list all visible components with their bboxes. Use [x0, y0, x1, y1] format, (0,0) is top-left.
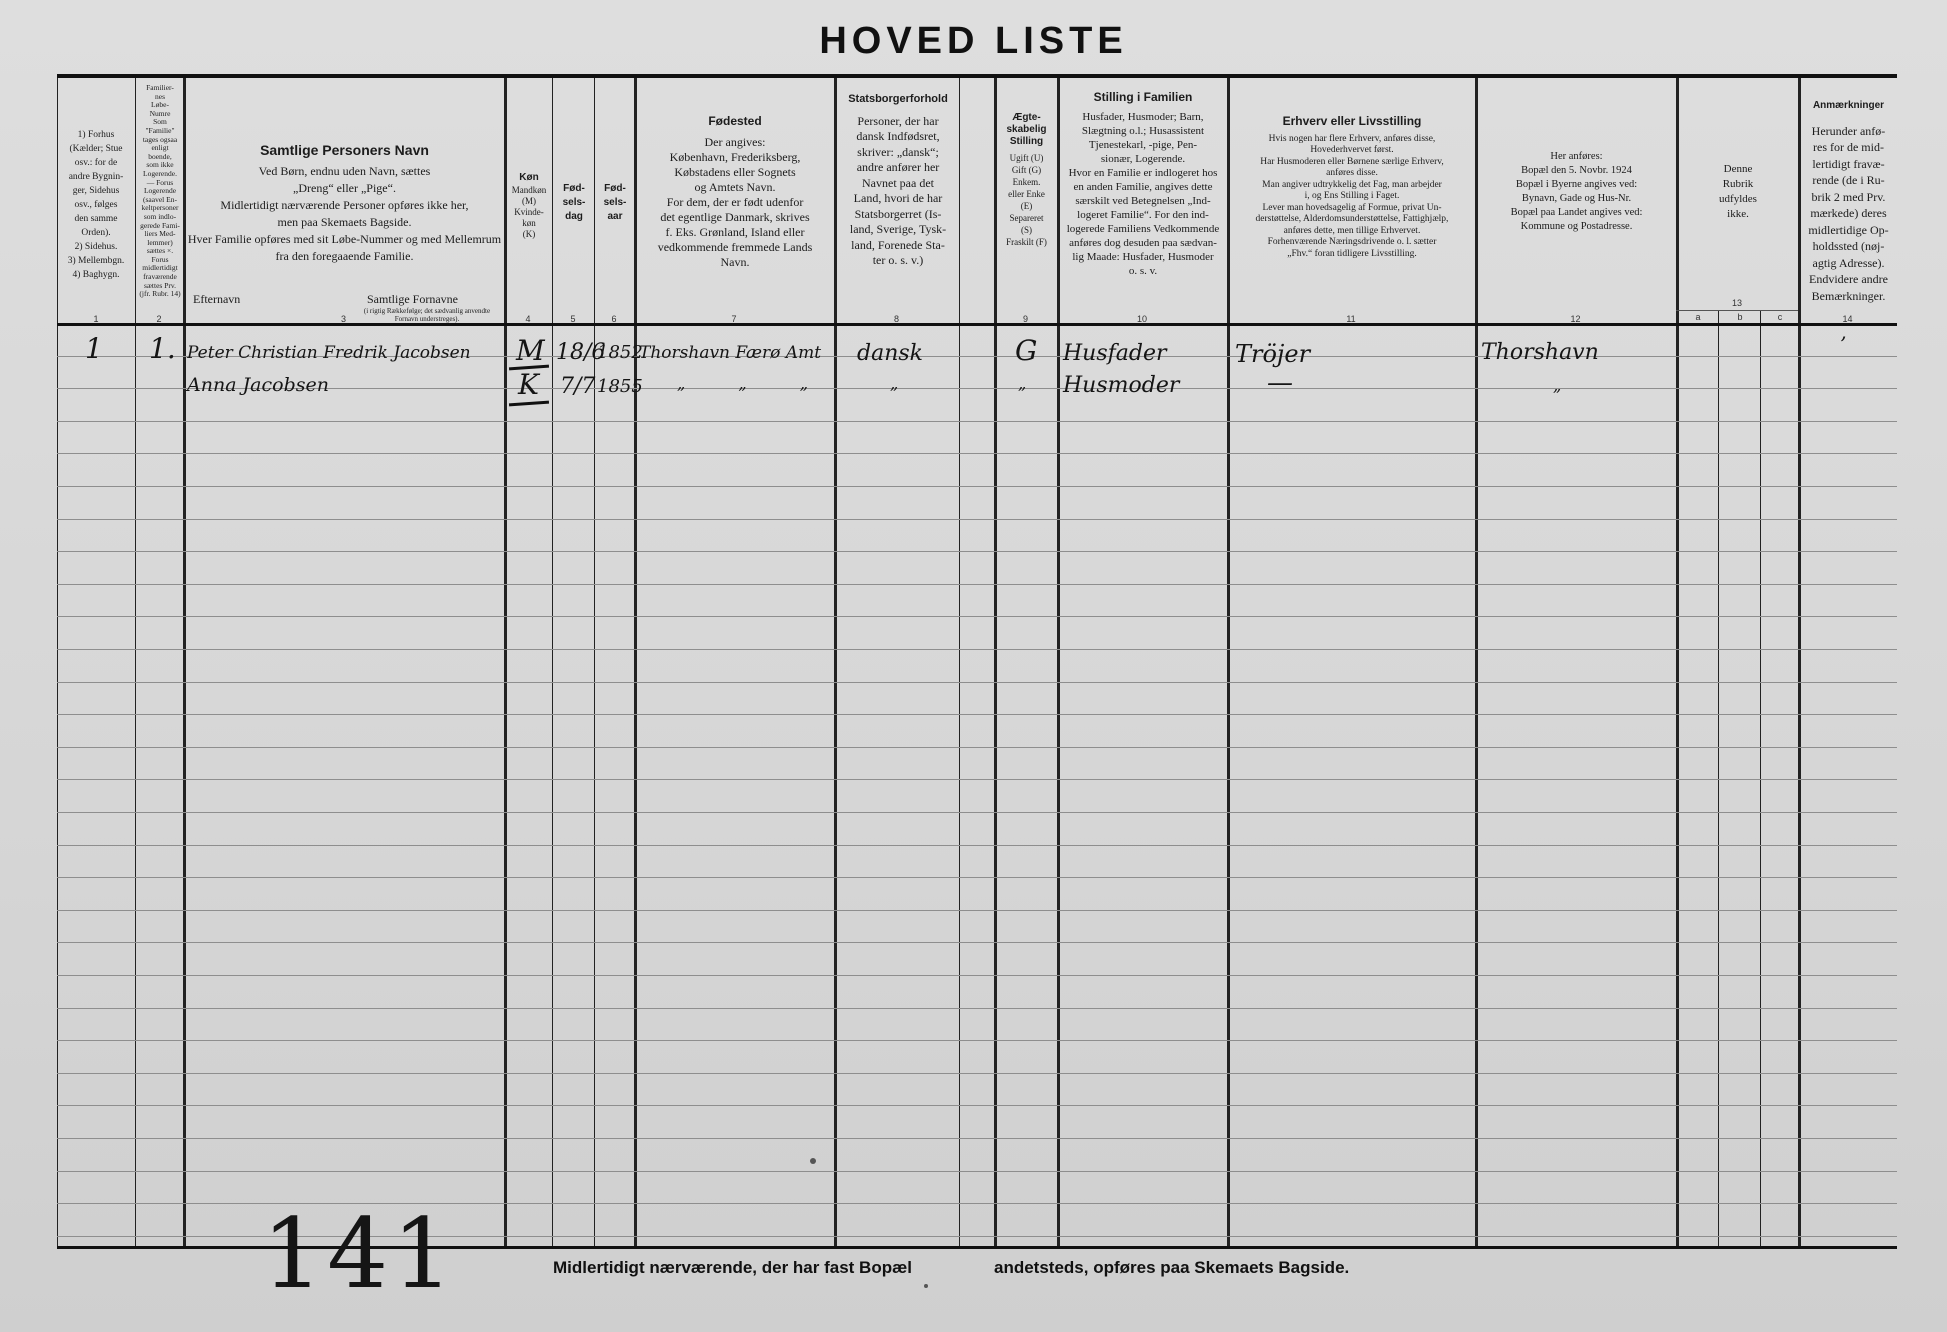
header-text-line: Herunder anfø- — [1811, 123, 1886, 138]
header-text-line: „Dreng“ eller „Pige“. — [293, 181, 396, 195]
header-col12 — [1477, 84, 1676, 234]
header-text-line: Kommune og Postadresse. — [1520, 221, 1633, 232]
header-text-line: lertidigt fravæ- — [1812, 156, 1885, 171]
entry2-residence: „ — [1553, 376, 1562, 395]
remarks-mark: ’ — [1840, 332, 1847, 356]
header-text-line: agtig Adresse). — [1812, 255, 1885, 270]
column-border — [504, 78, 507, 1246]
header-col6-line3: aar — [607, 211, 623, 222]
ruled-line — [57, 942, 1897, 943]
entry2-sex: K — [518, 368, 539, 401]
header-col9 — [996, 84, 1057, 248]
column-number: 1 — [93, 314, 99, 324]
header-text-line: lig Maade: Husfader, Husmoder — [1072, 251, 1214, 263]
header-text-line: Bopæl paa Landet angives ved: — [1510, 207, 1643, 218]
header-col6 — [596, 84, 634, 224]
header-text-line: ikke. — [1727, 208, 1749, 220]
header-text-line: Bopæl i Byerne angives ved: — [1515, 179, 1638, 190]
header-text-line: Enkem. — [1012, 177, 1041, 187]
ruled-line — [57, 421, 1897, 422]
header-text-line: anføres dette, men tillige Erhvervet. — [1283, 225, 1421, 236]
header-text-line: Hvis nogen har flere Erhverv, anføres disse, — [1268, 133, 1436, 144]
ruled-line — [57, 453, 1897, 454]
ruled-line — [57, 388, 1897, 389]
header-text-line: Tjenestekarl, -pige, Pen- — [1088, 139, 1198, 151]
header-col4 — [506, 84, 552, 240]
entry2-birthday: 7/7 — [560, 374, 596, 399]
header-text-line: sættes Prv. — [143, 280, 177, 290]
header-text-line: særskilt ved Betegnelsen „Ind- — [1075, 195, 1211, 207]
header-text-line: Her anføres: — [1550, 151, 1603, 162]
header-text-line: Ugift (U) — [1009, 153, 1044, 163]
header-text-line: Kvinde- — [514, 207, 544, 217]
header-text-line: Lever man hovedsagelig af Formue, privat Un- — [1262, 202, 1442, 213]
header-col13c: c — [1777, 312, 1783, 322]
header-text-line: fraværende — [143, 272, 177, 282]
header-text-line: (Kælder; Stue — [69, 144, 123, 154]
header-text-line: eller Enke — [1008, 189, 1045, 199]
header-text-line: Gift (G) — [1011, 165, 1042, 175]
header-text-line: Forhenværende Næringsdrivende o. l. sætter — [1267, 237, 1437, 247]
header-text-line: res for de mid- — [1813, 140, 1884, 154]
entry1-citizenship: dansk — [857, 341, 923, 366]
ruled-line — [57, 551, 1897, 552]
header-text-line: Logerende — [143, 186, 177, 196]
column-number: 6 — [611, 314, 617, 324]
column-number: 12 — [1570, 314, 1581, 324]
header-text-line: Land, hvori de har — [853, 191, 943, 205]
header-col7 — [637, 84, 833, 270]
header-col6-line1: Fød- — [604, 183, 626, 194]
ruled-line — [57, 1138, 1897, 1139]
column-number: 11 — [1346, 314, 1356, 324]
column-border — [552, 78, 553, 1246]
column-number: 4 — [525, 314, 531, 324]
header-text-line: det egentlige Danmark, skrives — [660, 210, 810, 224]
entry1-residence: Thorshavn — [1481, 340, 1599, 365]
header-text-line: „Fhv.“ foran tidligere Livsstilling. — [1287, 248, 1417, 259]
header-text-line: osv.: for de — [74, 158, 118, 168]
header-text-line: tages ogsaa — [142, 134, 178, 144]
header-text-line: (jfr. Rubr. 14) — [139, 289, 181, 299]
header-col6-line2: sels- — [603, 197, 627, 208]
header-text-line: logerede Familiens Vedkommende — [1066, 223, 1220, 235]
header-text-line: den samme — [74, 214, 118, 224]
header-text-line: land, Sverige, Tysk- — [849, 222, 947, 236]
header-text-line: Bopæl den 5. Novbr. 1924 — [1521, 165, 1632, 176]
ruled-line — [57, 1171, 1897, 1172]
ruled-line — [57, 1073, 1897, 1074]
header-text-line: Løbe- — [151, 100, 169, 110]
header-col5 — [554, 84, 594, 224]
column-border — [183, 78, 186, 1246]
header-bottom-rule — [57, 323, 1897, 326]
header-text-line: For dem, der er født udenfor — [666, 195, 804, 209]
header-text-line: Rubrik — [1722, 178, 1754, 190]
header-col13b: b — [1737, 312, 1743, 322]
header-text-line: Husfader, Husmoder; Barn, — [1082, 111, 1204, 123]
header-text-line: Familier- — [146, 84, 174, 92]
ruled-line — [57, 1105, 1897, 1106]
header-text-line: andre Bygnin- — [68, 172, 124, 182]
header-text-line: 1) Forhus — [77, 130, 115, 140]
page-title: HOVED LISTE — [819, 20, 1128, 62]
header-text-line: osv., følges — [74, 200, 118, 210]
header-text-line: nes — [155, 91, 165, 101]
header-text-line: Mandkøn — [511, 185, 547, 195]
header-col14 — [1800, 84, 1897, 304]
header-text-line: midlertidigt — [142, 263, 178, 273]
header-col1 — [59, 128, 133, 282]
header-text-line: udfyldes — [1719, 193, 1757, 205]
column-number: 7 — [731, 314, 737, 324]
entry2-name: Anna Jacobsen — [187, 374, 329, 396]
header-text-line: keltpersoner — [141, 203, 179, 213]
ruled-line — [57, 682, 1897, 683]
entry1-family-number: 1. — [149, 332, 176, 365]
column-number: 9 — [1022, 314, 1028, 324]
header-text-line: anføres disse. — [1326, 168, 1378, 178]
ruled-line — [57, 845, 1897, 846]
header-col11-title: Erhverv eller Livsstilling — [1282, 114, 1422, 128]
header-text-line: Navnet paa det — [862, 175, 934, 190]
header-text-line: Der angives: — [704, 135, 766, 149]
header-col3-firstnames-note: (i rigtig Rækkefølge; det sædvanlig anvendte Fornavn understreges). — [363, 307, 491, 323]
header-text-line: liers Med- — [144, 229, 176, 239]
ruled-line — [57, 649, 1897, 650]
footer-note-right: andetsteds, opføres paa Skemaets Bagside. — [994, 1258, 1350, 1277]
header-col5-line2: sels- — [562, 197, 586, 208]
header-text-line: andre anfører her — [856, 160, 940, 174]
header-col9-line2: skabelig — [1006, 124, 1047, 135]
header-text-line: holdssted (nøj- — [1812, 239, 1885, 253]
header-text-line: Hvor en Familie er indlogeret hos — [1068, 167, 1218, 179]
header-text-line: (M) — [522, 196, 536, 206]
ruled-line — [57, 584, 1897, 585]
column-number: 5 — [570, 314, 576, 324]
header-col3-surname: Efternavn — [193, 292, 241, 306]
header-text-line: midlertidige Op- — [1808, 222, 1889, 237]
entry2-birthyear: 1855 — [597, 376, 643, 397]
header-text-line: f. Eks. Grønland, Island eller — [665, 225, 805, 239]
ruled-line — [57, 747, 1897, 748]
header-text-line: som indlo- — [143, 211, 177, 221]
header-text-line: 3) Mellembgn. — [67, 256, 125, 266]
header-text-line: Bemærkninger. — [1811, 288, 1886, 303]
paper-speck — [810, 1158, 816, 1164]
column-border — [57, 78, 58, 1246]
header-text-line: 4) Baghygn. — [72, 270, 120, 280]
header-text-line: en anden Familie, angives dette — [1073, 181, 1213, 193]
header-text-line: vedkommende fremmede Lands — [657, 240, 813, 254]
column-number: 13 — [1731, 298, 1742, 308]
ruled-line — [57, 1008, 1897, 1009]
header-text-line: Slægtning o.l.; Husassistent — [1081, 125, 1205, 137]
ruled-line — [57, 812, 1897, 813]
census-form-table — [57, 74, 1897, 1249]
ruled-line — [57, 779, 1897, 780]
entry1-marital-status: G — [1015, 334, 1038, 367]
header-text-line: og Amtets Navn. — [694, 180, 776, 194]
header-col13a: a — [1695, 312, 1701, 322]
header-text-line: land, Forenede Sta- — [851, 237, 945, 252]
header-text-line: boende, — [148, 151, 172, 161]
page-number-handwritten: 141 — [262, 1198, 458, 1310]
header-text-line: Orden). — [81, 228, 111, 238]
header-text-line: Statsborgerret (Is- — [854, 206, 942, 221]
ruled-line — [57, 877, 1897, 878]
header-col8-title: Statsborgerforhold — [848, 93, 948, 105]
header-text-line: Endvidere andre — [1809, 272, 1888, 286]
ruled-line — [57, 486, 1897, 487]
header-col4-title: Køn — [519, 172, 539, 183]
header-text-line: Har Husmoderen eller Børnene særlige Erhverv, — [1260, 156, 1444, 167]
footer-note-left: Midlertidigt nærværende, der har fast Bopæl — [553, 1258, 912, 1277]
header-text-line: som ikke — [146, 160, 174, 170]
header-text-line: Midlertidigt nærværende Personer opføres ikke her, — [220, 198, 469, 212]
column-border — [1475, 78, 1478, 1246]
column-number: 3 — [340, 314, 346, 324]
header-col13 — [1678, 84, 1798, 222]
header-col11 — [1229, 84, 1475, 260]
header-text-line: ger, Sidehus — [72, 186, 120, 196]
header-text-line: derstøttelse, Alderdomsunderstøttelse, Fattighjælp, — [1255, 214, 1449, 224]
entry2-birthplace: „ „ „ — [677, 374, 833, 393]
header-text-line: (saavel En- — [143, 194, 177, 204]
entry1-name: Peter Christian Fredrik Jacobsen — [187, 343, 471, 363]
header-text-line: Denne — [1723, 163, 1753, 175]
header-col14-title: Anmærkninger — [1812, 100, 1885, 111]
entry1-birthyear: 1852 — [597, 342, 643, 363]
column-border — [594, 78, 595, 1246]
sex-underline — [509, 401, 549, 407]
ruled-line — [57, 714, 1897, 715]
header-text-line: sionær, Logerende. — [1100, 153, 1186, 165]
column-number: 14 — [1842, 314, 1853, 324]
entry1-birthplace: Thorshavn Færø Amt — [639, 343, 822, 363]
column-number: 8 — [893, 314, 899, 324]
header-col3-title: Samtlige Personers Navn — [260, 142, 429, 158]
header-text-line: fra den foregaaende Familie. — [275, 249, 414, 263]
header-text-line: Købstadens eller Sognets — [674, 165, 796, 179]
header-col8 — [837, 84, 959, 269]
header-text-line: Personer, der har — [857, 113, 939, 128]
header-text-line: mærkede) deres — [1810, 206, 1887, 220]
entry2-family-role: Husmoder — [1063, 373, 1180, 398]
header-col9-line1: Ægte- — [1012, 112, 1041, 123]
header-text-line: Hovederhvervet først. — [1310, 145, 1394, 155]
header-text-line: o. s. v. — [1128, 265, 1158, 277]
header-text-line: (K) — [522, 229, 536, 239]
header-text-line: lemmer) — [147, 237, 173, 247]
ruled-line — [57, 1040, 1897, 1041]
header-text-line: logeret Familie“. For den ind- — [1077, 209, 1209, 221]
header-text-line: køn — [522, 218, 536, 228]
header-text-line: — Forus — [146, 177, 174, 187]
entry1-sex: M — [516, 334, 545, 367]
header-text-line: Separeret — [1009, 213, 1044, 223]
header-col3-firstnames: Samtlige Fornavne — [367, 292, 458, 306]
paper-speck — [924, 1284, 928, 1288]
header-text-line: Hver Familie opføres med sit Løbe-Nummer og med Mellemrum — [187, 232, 502, 246]
entry1-occupation: Tröjer — [1235, 340, 1311, 368]
header-text-line: sættes ×. — [146, 246, 174, 256]
header-col5-line3: dag — [565, 211, 583, 222]
entry2-citizenship: „ — [890, 374, 899, 393]
header-text-line: skriver: „dansk“; — [857, 144, 939, 159]
header-text-line: enligt — [151, 143, 169, 153]
header-text-line: men paa Skemaets Bagside. — [277, 215, 412, 229]
header-text-line: Logerende. — [143, 168, 177, 178]
header-col7-title: Fødested — [708, 114, 762, 128]
header-col3 — [187, 84, 502, 323]
header-text-line: Bynavn, Gade og Hus-Nr. — [1521, 193, 1632, 204]
header-col9-line3: Stilling — [1009, 136, 1044, 147]
column-border — [994, 78, 997, 1246]
column-border — [1676, 78, 1679, 1246]
header-text-line: (S) — [1021, 225, 1032, 235]
header-text-line: (E) — [1020, 201, 1033, 211]
entry2-occupation: — — [1267, 368, 1293, 398]
header-col10-title: Stilling i Familien — [1093, 90, 1193, 104]
entry2-marital-status: „ — [1018, 374, 1027, 393]
header-text-line: Numre — [149, 108, 171, 118]
ruled-line — [57, 616, 1897, 617]
header-col5-line1: Fød- — [563, 183, 585, 194]
column-border — [959, 78, 960, 1246]
column-border — [135, 78, 136, 1246]
ruled-line — [57, 975, 1897, 976]
column-number: 2 — [156, 314, 162, 324]
header-col10 — [1059, 84, 1227, 278]
header-text-line: Navn. — [720, 255, 750, 269]
entry1-family-role: Husfader — [1063, 341, 1167, 366]
header-text-line: Som — [153, 117, 167, 127]
header-text-line: i, og Ens Stilling i Faget. — [1304, 191, 1400, 201]
header-col2 — [137, 84, 183, 299]
header-text-line: Fraskilt (F) — [1006, 237, 1047, 247]
header-text-line: 2) Sidehus. — [74, 242, 118, 252]
header-text-line: ter o. s. v.) — [872, 253, 924, 267]
header-text-line: Man angiver udtrykkelig det Fag, man arbejder — [1262, 179, 1442, 190]
header-text-line: rende (de i Ru- — [1812, 173, 1885, 187]
entry1-birthday: 18/6 — [556, 340, 606, 365]
entry1-house-number: 1 — [85, 332, 103, 365]
header-text-line: Ved Børn, endnu uden Navn, sættes — [258, 164, 431, 178]
ruled-line — [57, 519, 1897, 520]
header-text-line: anføres dog desuden paa sædvan- — [1069, 237, 1217, 249]
subcolumn-rule — [1676, 310, 1798, 311]
column-number: 10 — [1136, 314, 1147, 324]
header-text-line: dansk Indfødsret, — [856, 129, 940, 143]
header-text-line: gerede Fami- — [140, 220, 180, 230]
header-text-line: brik 2 med Prv. — [1811, 189, 1886, 204]
header-text-line: Forus — [151, 254, 169, 264]
header-text-line: København, Frederiksberg, — [669, 150, 801, 164]
header-text-line: "Familie" — [145, 125, 175, 135]
ruled-line — [57, 910, 1897, 911]
